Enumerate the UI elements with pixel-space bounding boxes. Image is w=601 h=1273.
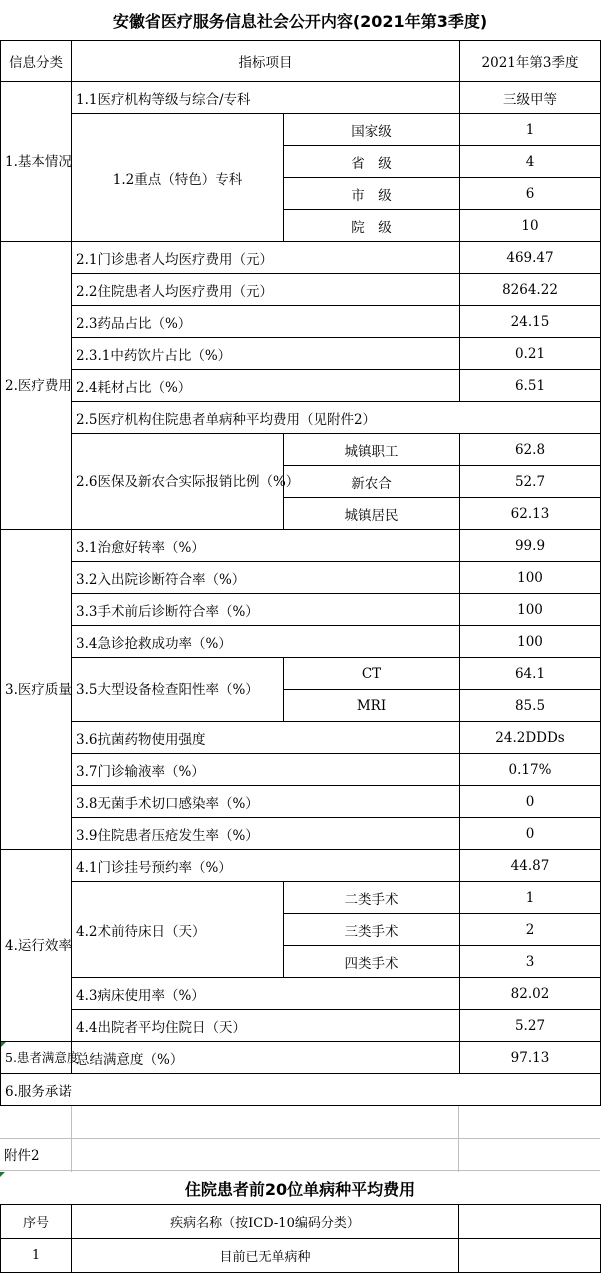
row-value: 1 — [460, 882, 601, 914]
table-row — [1, 658, 601, 690]
table-row — [1, 882, 601, 914]
header-item: 指标项目 — [72, 41, 460, 82]
row-value: 24.15 — [460, 306, 601, 338]
row-value: 三级甲等 — [460, 82, 601, 114]
grid-line — [0, 1170, 600, 1171]
table-row — [1, 114, 601, 146]
row-value: 52.7 — [460, 466, 601, 498]
row-value: 24.2DDDs — [460, 722, 601, 754]
annex-row-no: 1 — [1, 1239, 72, 1273]
table-row — [1, 306, 601, 338]
row-value: 1 — [460, 114, 601, 146]
table-row — [1, 1042, 601, 1074]
sub-label: MRI — [284, 690, 460, 722]
row-value: 99.9 — [460, 530, 601, 562]
sub-label: 城镇居民 — [284, 498, 460, 530]
sub-label: 二类手术 — [284, 882, 460, 914]
row-label: 3.6抗菌药物使用强度 — [72, 722, 460, 754]
annex-table — [0, 1204, 601, 1273]
row-label: 1.1医疗机构等级与综合/专科 — [72, 82, 460, 114]
table-row — [1, 562, 601, 594]
row-label: 3.2入出院诊断符合率（%） — [72, 562, 460, 594]
row-value: 5.27 — [460, 1010, 601, 1042]
category-basic: 1.基本情况 — [1, 82, 72, 242]
table-row — [1, 1010, 601, 1042]
annex-header-row — [1, 1205, 601, 1239]
annex-label: 附件2 — [4, 1148, 40, 1164]
sub-label: 院 级 — [284, 210, 460, 242]
sub-label: 城镇职工 — [284, 434, 460, 466]
header-value: 2021年第3季度 — [460, 41, 601, 82]
row-label: 3.3手术前后诊断符合率（%） — [72, 594, 460, 626]
row-label: 3.9住院患者压疮发生率（%） — [72, 818, 460, 850]
table-row — [1, 338, 601, 370]
annex-row-name: 目前已无单病种 — [72, 1239, 459, 1273]
annex-col-no: 序号 — [1, 1205, 72, 1239]
sub-label: 市 级 — [284, 178, 460, 210]
table-row — [1, 626, 601, 658]
header-category: 信息分类 — [1, 41, 72, 82]
row-value: 2 — [460, 914, 601, 946]
annex-title: 住院患者前20位单病种平均费用 — [0, 1172, 600, 1204]
row-label: 3.1治愈好转率（%） — [72, 530, 460, 562]
category-quality: 3.医疗质量 — [1, 530, 72, 850]
category-satisfaction: 5.患者满意度 — [1, 1042, 72, 1074]
table-row — [1, 370, 601, 402]
row-value: 0.21 — [460, 338, 601, 370]
grid-line — [458, 1106, 459, 1172]
table-row — [1, 818, 601, 850]
table-row — [1, 530, 601, 562]
table-row — [1, 594, 601, 626]
row-value: 10 — [460, 210, 601, 242]
row-label: 4.3病床使用率（%） — [72, 978, 460, 1010]
sub-label: 省 级 — [284, 146, 460, 178]
row-value: 469.47 — [460, 242, 601, 274]
table-row — [1, 434, 601, 466]
table-row — [1, 1074, 601, 1106]
row-label: 4.2术前待床日（天） — [72, 882, 284, 978]
row-value: 4 — [460, 146, 601, 178]
row-value: 6.51 — [460, 370, 601, 402]
row-value: 100 — [460, 562, 601, 594]
table-row — [1, 978, 601, 1010]
sub-label: 新农合 — [284, 466, 460, 498]
row-value: 100 — [460, 626, 601, 658]
sub-label: 三类手术 — [284, 914, 460, 946]
row-label: 2.1门诊患者人均医疗费用（元） — [72, 242, 460, 274]
row-value: 85.5 — [460, 690, 601, 722]
category-cost: 2.医疗费用 — [1, 242, 72, 530]
row-label: 2.6医保及新农合实际报销比例（%） — [72, 434, 284, 530]
row-value: 97.13 — [460, 1042, 601, 1074]
category-efficiency: 4.运行效率 — [1, 850, 72, 1042]
sub-label: 四类手术 — [284, 946, 460, 978]
row-label: 2.2住院患者人均医疗费用（元） — [72, 274, 460, 306]
row-value: 64.1 — [460, 658, 601, 690]
annex-row — [1, 1239, 601, 1273]
row-label: 3.8无菌手术切口感染率（%） — [72, 786, 460, 818]
row-value: 3 — [460, 946, 601, 978]
annex-col-name: 疾病名称（按ICD-10编码分类） — [72, 1205, 459, 1239]
table-row — [1, 402, 601, 434]
table-row — [1, 786, 601, 818]
table-row — [1, 722, 601, 754]
row-label: 3.4急诊抢救成功率（%） — [72, 626, 460, 658]
category-promise: 6.服务承诺 — [1, 1074, 601, 1106]
row-value: 0.17% — [460, 754, 601, 786]
table-row — [1, 850, 601, 882]
row-label: 4.4出院者平均住院日（天） — [72, 1010, 460, 1042]
row-value: 8264.22 — [460, 274, 601, 306]
row-value: 62.13 — [460, 498, 601, 530]
row-value: 44.87 — [460, 850, 601, 882]
page-title: 安徽省医疗服务信息社会公开内容(2021年第3季度) — [0, 0, 600, 41]
row-label: 2.3.1中药饮片占比（%） — [72, 338, 460, 370]
sub-label: 国家级 — [284, 114, 460, 146]
row-value: 0 — [460, 786, 601, 818]
row-value: 0 — [460, 818, 601, 850]
row-label: 2.5医疗机构住院患者单病种平均费用（见附件2） — [72, 402, 601, 434]
sub-label: CT — [284, 658, 460, 690]
grid-line — [0, 1138, 600, 1139]
row-label: 3.5大型设备检查阳性率（%） — [72, 658, 284, 722]
row-label: 2.4耗材占比（%） — [72, 370, 460, 402]
row-value: 62.8 — [460, 434, 601, 466]
info-table — [0, 40, 601, 1106]
row-value: 6 — [460, 178, 601, 210]
annex-col-empty — [459, 1205, 601, 1239]
row-label: 3.7门诊输液率（%） — [72, 754, 460, 786]
row-label: 1.2重点（特色）专科 — [72, 114, 284, 242]
row-label: 4.1门诊挂号预约率（%） — [72, 850, 460, 882]
row-label: 2.3药品占比（%） — [72, 306, 460, 338]
row-label: 总结满意度（%） — [72, 1042, 460, 1074]
annex-row-empty — [459, 1239, 601, 1273]
row-value: 82.02 — [460, 978, 601, 1010]
table-row — [1, 274, 601, 306]
table-row — [1, 754, 601, 786]
table-row — [1, 82, 601, 114]
row-value: 100 — [460, 594, 601, 626]
table-row — [1, 242, 601, 274]
table-header-row — [1, 41, 601, 82]
grid-line — [71, 1106, 72, 1172]
